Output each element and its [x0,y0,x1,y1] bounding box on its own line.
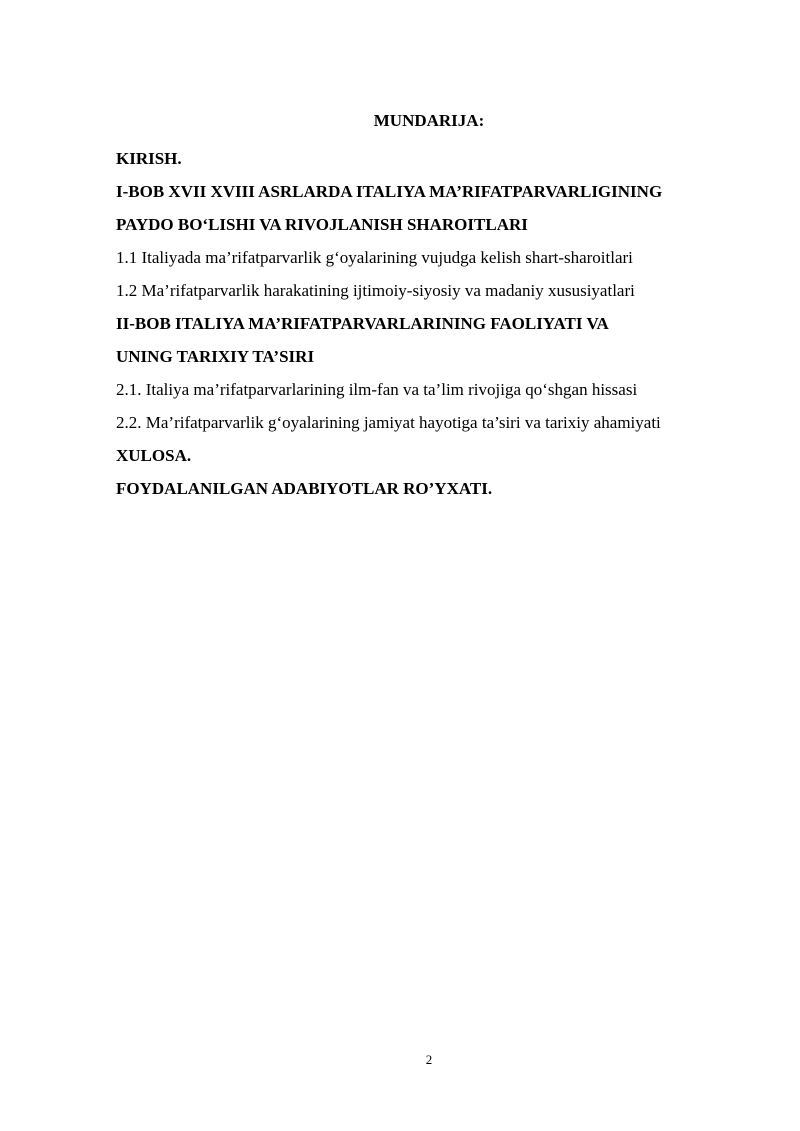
page-number: 2 [425,1052,433,1067]
toc-entry-chapter-1-line-1: I-BOB XVII XVIII ASRLARDA ITALIYA MA’RIFATPARVARLIGINING [116,182,663,201]
toc-entry-chapter-2-line-1: II-BOB ITALIYA MA’RIFATPARVARLARINING FAOLIYATI VA [116,314,609,333]
toc-entry-section-2-1: 2.1. Italiya ma’rifatparvarlarining ilm-fan va ta’lim rivojiga qo‘shgan hissasi [116,380,638,399]
table-of-contents [116,142,756,505]
toc-entry-intro: KIRISH. [116,149,182,168]
toc-entry-conclusion: XULOSA. [116,446,192,465]
toc-entry-section-1-2: 1.2 Ma’rifatparvarlik harakatining ijtimoiy-siyosiy va madaniy xususiyatlari [116,281,635,300]
page-title: MUNDARIJA: [373,111,485,130]
toc-entry-references: FOYDALANILGAN ADABIYOTLAR RO’YXATI. [116,479,493,498]
toc-entry-chapter-1-line-2: PAYDO BO‘LISHI VA RIVOJLANISH SHAROITLARI [116,215,528,234]
toc-entry-section-2-2: 2.2. Ma’rifatparvarlik g‘oyalarining jamiyat hayotiga ta’siri va tarixiy ahamiyati [116,413,661,432]
toc-entry-section-1-1: 1.1 Italiyada ma’rifatparvarlik g‘oyalarining vujudga kelish shart-sharoitlari [116,248,633,267]
toc-entry-chapter-2-line-2: UNING TARIXIY TA’SIRI [116,347,315,366]
